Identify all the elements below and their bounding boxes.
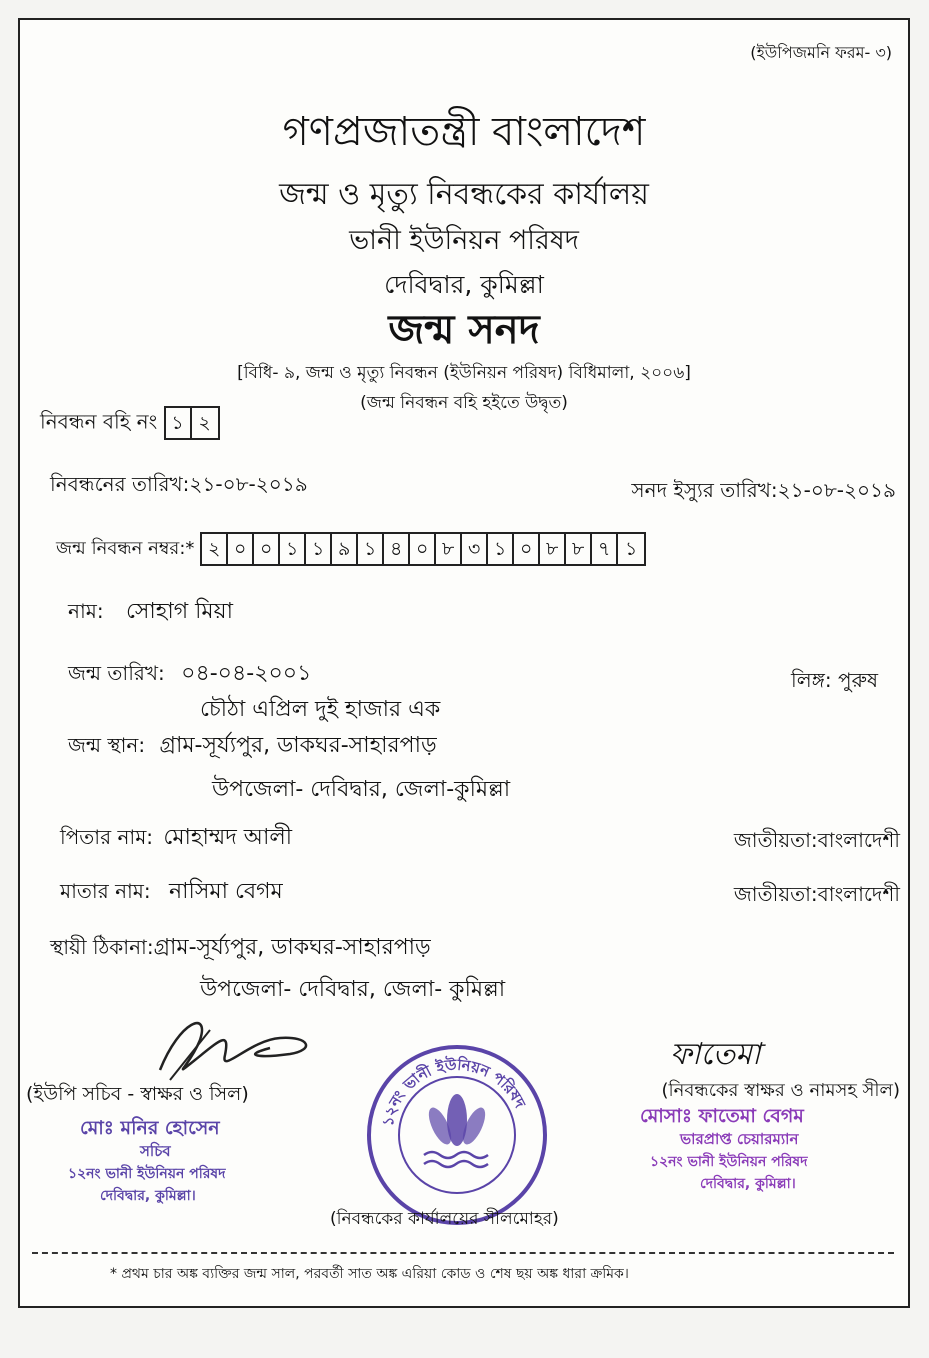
birth-registration-digit: ৮	[566, 534, 592, 564]
name-label: নাম:	[68, 599, 104, 623]
registrar-stamp-location: দেবিদ্বার, কুমিল্লা।	[700, 1176, 796, 1192]
issue-date: ২১-০৮-২০১৯	[777, 478, 896, 502]
registrar-stamp-union: ১২নং ভানী ইউনিয়ন পরিষদ	[650, 1154, 808, 1170]
father-label: পিতার নাম:	[60, 825, 154, 849]
birth-registration-digit: ১	[624, 538, 638, 560]
birthplace-label: জন্ম স্থান:	[68, 733, 146, 757]
location: দেবিদ্বার, কুমিল্লা	[384, 270, 544, 299]
birth-registration-digit: ৯	[332, 534, 358, 564]
birth-registration-digit: ০	[254, 534, 280, 564]
book-number-row	[40, 406, 220, 441]
book-number-digit: ২	[198, 412, 211, 434]
issue-date-label: সনদ ইস্যুর তারিখ:	[631, 478, 778, 502]
registrar-caption: (নিবন্ধকের স্বাক্ষর ও নামসহ সীল)	[661, 1080, 900, 1101]
birth-registration-digit: ০	[410, 534, 436, 564]
source-note: (জন্ম নিবন্ধন বহি হইতে উদ্বৃত)	[360, 393, 568, 413]
birth-registration-digit: ৪	[384, 534, 410, 564]
seal-caption: (নিবন্ধকের কার্যালয়ের সীলমোহর)	[330, 1209, 559, 1229]
book-number-box	[164, 406, 220, 440]
office-name: জন্ম ও মৃত্যু নিবন্ধকের কার্যালয়	[279, 177, 649, 212]
secretary-stamp-location: দেবিদ্বার, কুমিল্লা।	[100, 1188, 196, 1204]
mother-nationality: বাংলাদেশী	[817, 882, 900, 906]
gender-row	[791, 666, 878, 699]
birth-registration-digit: ৭	[592, 534, 618, 564]
birth-registration-digit: ২	[202, 534, 228, 564]
country-name: গণপ্রজাতন্ত্রী বাংলাদেশ	[282, 109, 646, 155]
seal-emblem-icon	[362, 1040, 552, 1230]
secretary-stamp-union: ১২নং ভানী ইউনিয়ন পরিষদ	[68, 1166, 226, 1182]
address-line2: উপজেলা- দেবিদ্বার, জেলা- কুমিল্লা	[200, 977, 506, 1002]
birthplace-row	[68, 728, 437, 765]
footer-note: * প্রথম চার অঙ্ক ব্যক্তির জন্ম সাল, পরবর্তী সাত অঙ্ক এরিয়া কোড ও শেষ ছয় অঙ্ক ধারা ক্রমিক।	[110, 1266, 629, 1282]
book-number-label: নিবন্ধন বহি নং	[40, 409, 158, 434]
book-number-digit: ১	[166, 408, 192, 438]
birth-registration-number-box	[200, 532, 646, 566]
birthplace-line2: উপজেলা- দেবিদ্বার, জেলা-কুমিল্লা	[212, 777, 511, 802]
mother-name: নাসিমা বেগম	[169, 879, 283, 904]
issue-date-row	[631, 476, 896, 509]
form-number: (ইউপিজমনি ফরম- ৩)	[750, 43, 892, 62]
birth-registration-label: জন্ম নিবন্ধন নম্বর:*	[56, 538, 195, 559]
certificate-paper	[18, 18, 910, 1308]
father-nationality-row	[734, 826, 900, 859]
birth-registration-digit: ১	[358, 534, 384, 564]
gender-label: লিঙ্গ:	[791, 668, 832, 692]
office-seal	[362, 1040, 552, 1230]
footer-divider	[32, 1252, 894, 1254]
secretary-stamp-title: সচিব	[140, 1142, 171, 1160]
birthplace-line1: গ্রাম-সূর্য্যপুর, ডাকঘর-সাহারপাড়	[159, 733, 437, 758]
registration-date: ২১-০৮-২০১৯	[189, 472, 308, 496]
father-name: মোহাম্মদ আলী	[163, 825, 293, 850]
registrar-handwriting: ফাতেমা	[670, 1037, 761, 1072]
rule-reference: [বিধি- ৯, জন্ম ও মৃত্যু নিবন্ধন (ইউনিয়ন পরিষদ) বিধিমালা, ২০০৬]	[237, 363, 691, 383]
registration-date-label: নিবন্ধনের তারিখ:	[50, 472, 190, 496]
dob-label: জন্ম তারিখ:	[68, 661, 165, 685]
secretary-signature	[140, 1010, 340, 1090]
person-name: সোহাগ মিয়া	[125, 599, 233, 624]
birth-registration-digit: ৮	[540, 534, 566, 564]
birth-registration-digit: ০	[514, 534, 540, 564]
mother-row	[60, 874, 283, 911]
father-row	[60, 820, 292, 857]
birth-registration-digit: ৮	[436, 534, 462, 564]
birth-registration-digit: ১	[488, 534, 514, 564]
birth-registration-digit: ১	[306, 534, 332, 564]
mother-nationality-label: জাতীয়তা:	[733, 882, 818, 906]
registrar-stamp-title: ভারপ্রাপ্ত চেয়ারম্যান	[680, 1130, 799, 1148]
seal-ring-text: ১২নং ভানী ইউনিয়ন পরিষদ	[378, 1055, 530, 1128]
secretary-caption: (ইউপি সচিব - স্বাক্ষর ও সিল)	[26, 1083, 249, 1105]
dob-words: চৌঠা এপ্রিল দুই হাজার এক	[200, 697, 441, 722]
address-row	[50, 930, 431, 967]
birth-registration-digit: ০	[228, 534, 254, 564]
union-name: ভানী ইউনিয়ন পরিষদ	[349, 225, 579, 256]
secretary-stamp-name: মোঃ মনির হোসেন	[80, 1117, 220, 1139]
birth-registration-digit: ৩	[462, 534, 488, 564]
name-row	[68, 594, 233, 631]
birth-registration-row	[56, 532, 646, 566]
birth-registration-digit: ১	[280, 534, 306, 564]
address-line1: গ্রাম-সূর্য্যপুর, ডাকঘর-সাহারপাড়	[153, 935, 431, 960]
registration-date-row	[50, 470, 308, 503]
mother-nationality-row	[734, 880, 900, 913]
gender-value: পুরুষ	[838, 668, 878, 692]
father-nationality-label: জাতীয়তা:	[733, 828, 818, 852]
dob-value: ০৪-০৪-২০০১	[181, 661, 312, 686]
father-nationality: বাংলাদেশী	[817, 828, 900, 852]
registrar-stamp-name: মোসাঃ ফাতেমা বেগম	[640, 1105, 804, 1127]
dob-row	[68, 656, 311, 693]
document-title: জন্ম সনদ	[388, 307, 540, 353]
mother-label: মাতার নাম:	[60, 879, 151, 903]
address-label: স্থায়ী ঠিকানা:	[50, 935, 154, 959]
